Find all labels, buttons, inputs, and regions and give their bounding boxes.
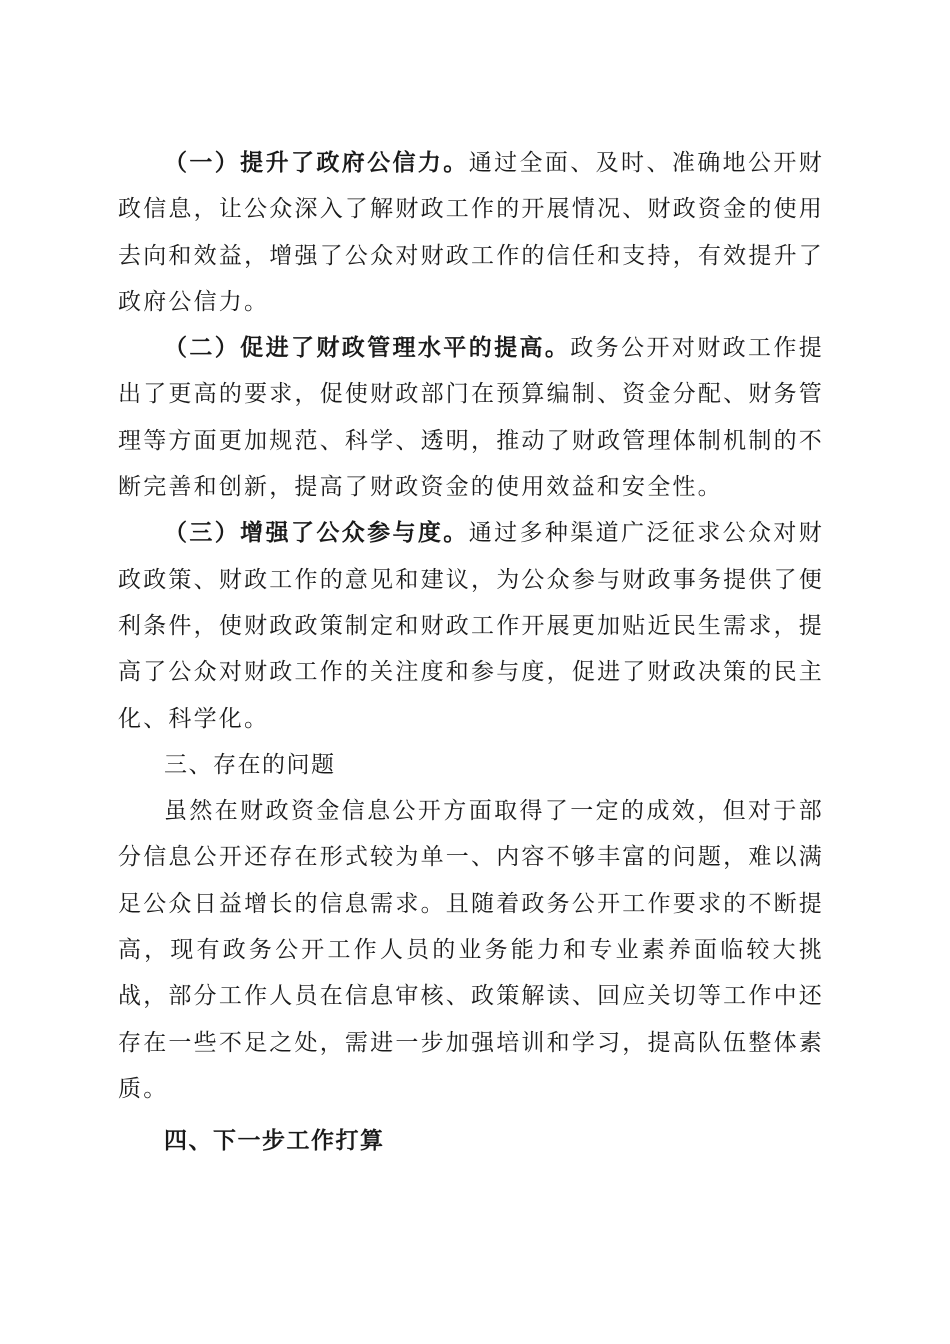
section-heading-next-steps: 四、下一步工作打算	[164, 1128, 385, 1155]
paragraph-text: 通过全面、及时、准确地公开财政信息，让公众深入了解财政工作的开展情况、财政资金的使用去向和效益，增强了公众对财政工作的信任和支持，有效提升了政府公信力。	[118, 150, 824, 315]
paragraph-public-credibility	[118, 140, 824, 325]
paragraph-problems: 虽然在财政资金信息公开方面取得了一定的成效，但对于部分信息公开还存在形式较为单一、内容不够丰富的问题，难以满足公众日益增长的信息需求。且随着政务公开工作要求的不断提高，现有政务公开工作人员的业务能力和专业素养面临较大挑战，部分工作人员在信息审核、政策解读、回应关切等工作中还存在一些不足之处，需进一步加强培训和学习，提高队伍整体素质。	[118, 798, 824, 1102]
paragraph-lead: （一）提升了政府公信力。	[164, 150, 469, 176]
paragraph-lead: （三）增强了公众参与度。	[164, 520, 469, 547]
paragraph-fiscal-management	[118, 325, 824, 510]
paragraph-text: 政务公开对财政工作提出了更高的要求，促使财政部门在预算编制、资金分配、财务管理等方面更加规范、科学、透明，推动了财政管理体制机制的不断完善和创新，提高了财政资金的使用效益和安全性。	[118, 335, 825, 501]
paragraph-text: 通过多种渠道广泛征求公众对财政政策、财政工作的意见和建议，为公众参与财政事务提供了便利条件，使财政政策制定和财政工作开展更加贴近民生需求，提高了公众对财政工作的关注度和参与度，促进了财政决策的民主化、科学化。	[118, 520, 824, 732]
paragraph-public-participation	[118, 510, 824, 741]
paragraph-lead: （二）促进了财政管理水平的提高。	[164, 335, 571, 362]
document-body	[118, 140, 824, 1165]
section-heading-problems: 三、存在的问题	[164, 751, 336, 778]
